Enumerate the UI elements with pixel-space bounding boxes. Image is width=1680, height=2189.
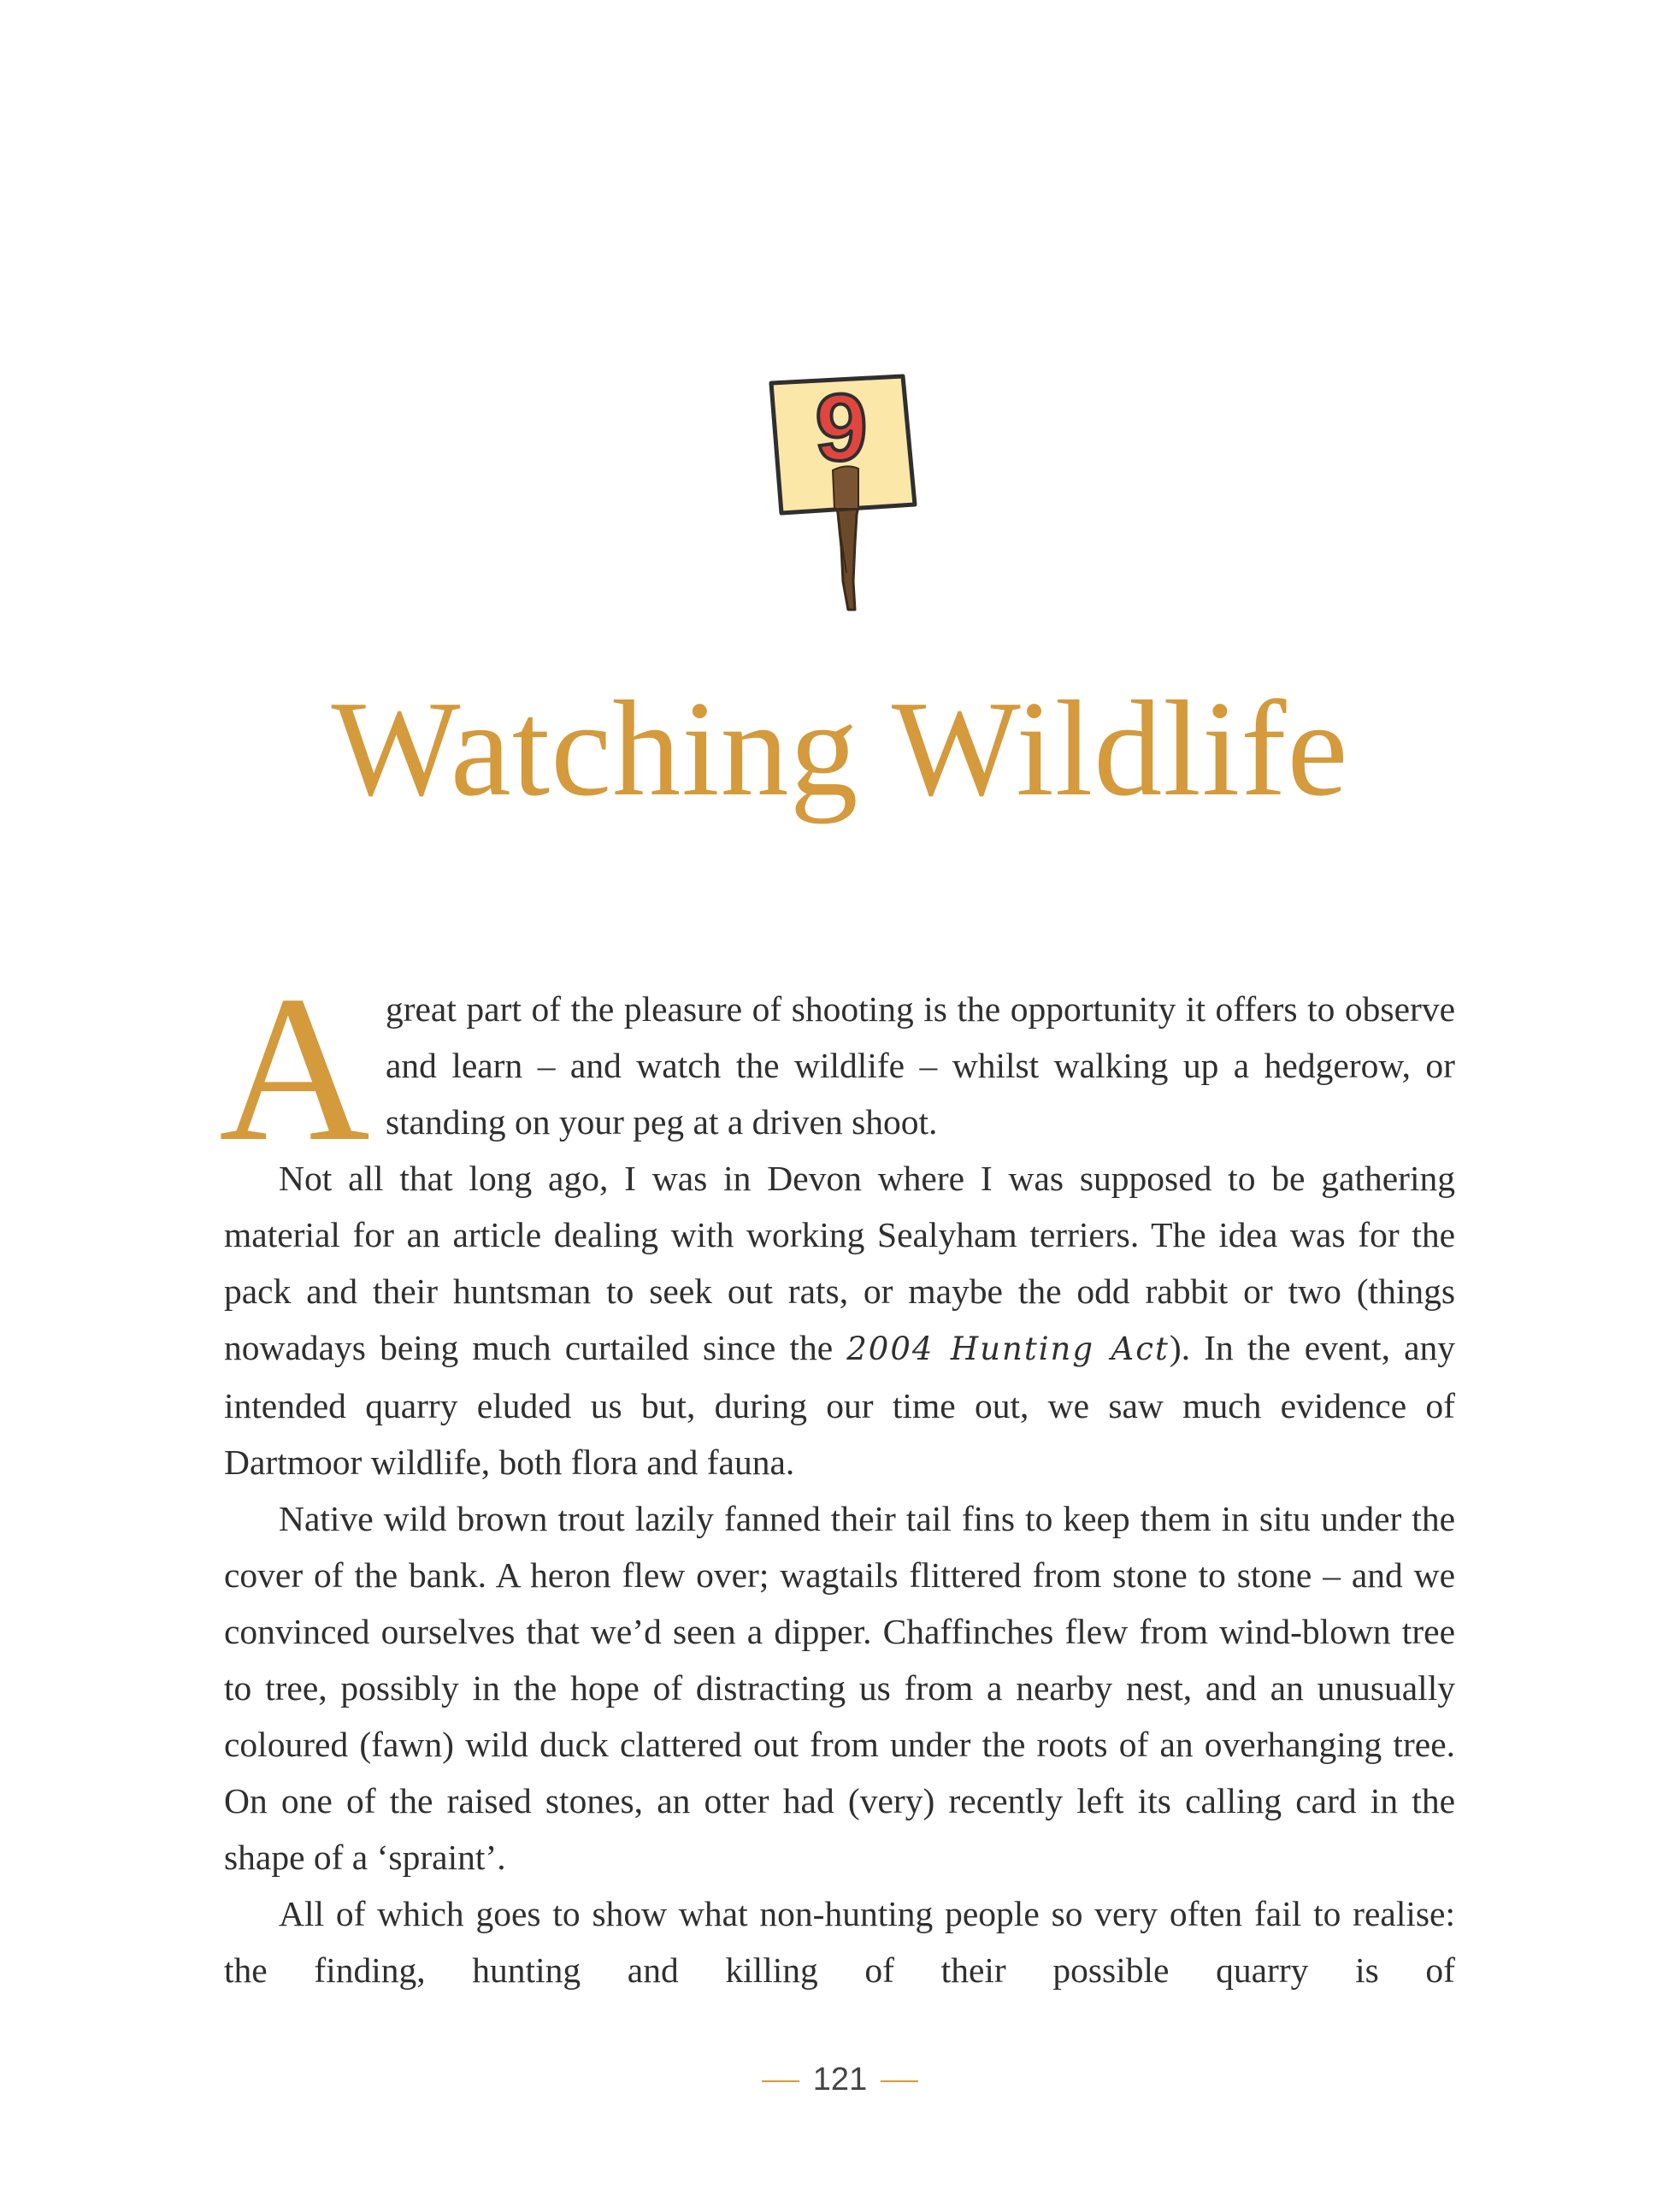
page-number-text: 121	[812, 2062, 868, 2098]
paragraph	[224, 1885, 1455, 1998]
paragraph-text: ). In the event, any intended quarry eluded us but, during our time out, we saw much evidence of Dartmoor wildlife, both flora and fauna.	[224, 1328, 1455, 1482]
paragraph-text: Not all that long ago, I was in Devon where I was supposed to be gathering material for an article dealing with working Sealyham terriers. The idea was for the pack and their huntsman to seek out rats, or maybe the odd rabbit or two (things nowadays being much curtailed since the	[224, 1159, 1455, 1367]
paragraph-text: great part of the pleasure of shooting is the opportunity it offers to observe and learn – and watch the wildlife – whilst walking up a hedgerow, or standing on your peg at a driven shoot.	[385, 989, 1455, 1142]
drop-cap: A	[219, 953, 370, 1184]
page-number	[0, 2058, 1680, 2101]
folio-dash-right	[881, 2080, 918, 2082]
folio-dash-left	[762, 2080, 799, 2082]
paragraph	[224, 1490, 1455, 1885]
paragraph-text: Native wild brown trout lazily fanned their tail fins to keep them in situ under the cover of the bank. A heron flew over; wagtails flittered from stone to stone – and we convinced ourselves that we’d seen a dipper. Chaffinches flew from wind-blown tree to tree, possibly in the hope of distracting us from a nearby nest, and an unusually coloured (fawn) wild duck clattered out from under the roots of an overhanging tree. On one of the raised stones, an otter had (very) recently left its calling card in the shape of a ‘spraint’.	[224, 1499, 1455, 1877]
peg-sign-icon	[752, 368, 940, 616]
act-title: 2004 Hunting Act	[846, 1331, 1170, 1367]
paragraph	[224, 1150, 1455, 1490]
paragraph	[219, 953, 1455, 1184]
body-text	[219, 953, 1455, 1998]
chapter-number: 9	[815, 375, 868, 481]
paragraph-text: All of which goes to show what non-hunting people so very often fail to realise: the finding, hunting and killing of their possible quarry is of	[224, 1894, 1455, 1990]
chapter-title: Watching Wildlife	[331, 672, 1349, 824]
